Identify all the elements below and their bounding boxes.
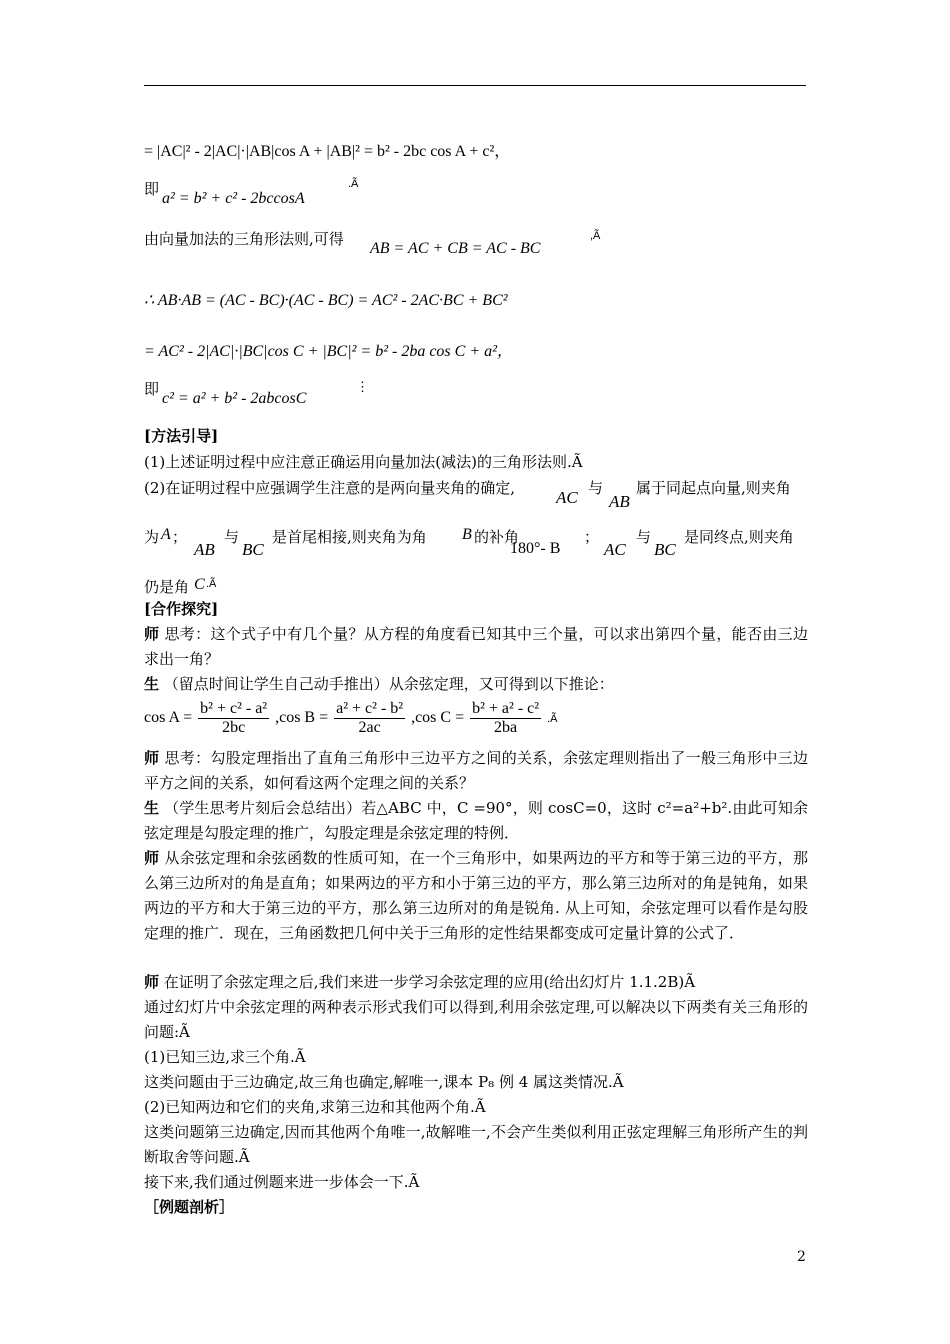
- angle-a: A: [161, 526, 171, 543]
- angle-c: C: [194, 576, 205, 593]
- vector-bc: BC: [242, 540, 264, 559]
- method-item-2a: (2)在证明过程中应强调学生注意的是两向量夹角的确定,: [144, 479, 516, 497]
- coop-paragraph-4: [144, 796, 808, 846]
- method-item-2d: 是首尾相接,则夹角为角: [272, 528, 427, 546]
- vector-bc-2: BC: [654, 540, 676, 559]
- coop-text-5: 从余弦定理和余弦函数的性质可知，在一个三角形中，如果两边的平方和等于第三边的平方，那么第三边所对的角是直角；如果两边的平方和小于第三边的平方，那么第三边所对的角是钝角，如果两边的平方和大于第三边的平方，那么第三边所对的角是锐角. 从上可知，余弦定理可以看作是勾股定理的推广．现在，三角函数把几何中关于三角形的定性结果都变成可定量计算的公式了．: [144, 849, 808, 942]
- cos-b-label: ,cos B =: [275, 709, 329, 727]
- proof-equation-6: c² = a² + b² - 2abcosC: [162, 390, 307, 407]
- vector-ab: AB: [609, 492, 630, 511]
- coop-paragraph-10: (2)已知两边和它们的夹角,求第三边和其他两个角.Ã: [144, 1098, 486, 1116]
- speaker-student-2: 生: [144, 799, 160, 817]
- coop-paragraph-9: 这类问题由于三边确定,故三角也确定,解唯一,课本 P₈ 例 4 属这类情况.Ã: [144, 1073, 624, 1091]
- proof-equation-2: a² = b² + c² - 2bccosA: [162, 190, 305, 207]
- semicolon-2: ；: [584, 528, 600, 546]
- coop-text-4: （学生思考片刻后会总结出）若△ABC 中，C =90°，则 cosC=0，这时 c²=a²+b².由此可知余弦定理是勾股定理的推广，勾股定理是余弦定理的特例．: [144, 799, 808, 842]
- cos-a-label: cos A =: [144, 709, 193, 727]
- method-item-2g: 仍是角: [144, 578, 190, 596]
- coop-paragraph-3: [144, 746, 808, 796]
- coop-paragraph-5: [144, 846, 808, 946]
- angle-180-minus-b: 180°- B: [510, 540, 561, 557]
- proof-mark-1: .Ã: [348, 178, 359, 190]
- method-item-1: (1)上述证明过程中应注意正确运用向量加法(减法)的三角形法则.Ã: [144, 453, 583, 471]
- coop-paragraph-1: [144, 622, 808, 672]
- page-number: 2: [797, 1249, 806, 1265]
- proof-mark-3: ⋮: [356, 380, 369, 395]
- coop-paragraph-2: [144, 672, 808, 697]
- semicolon-1: ；: [172, 528, 188, 546]
- proof-mark-2: ,Ã: [590, 230, 601, 242]
- method-item-2e: 的补角: [474, 528, 520, 546]
- fraction-c: $\frac{\text{b² + a² - c²}}{2ba}$: [472, 700, 540, 736]
- cosine-corollary-formula: [144, 700, 557, 737]
- method-heading: [方法引导]: [144, 427, 219, 445]
- header-rule: [144, 85, 806, 86]
- vector-ac: AC: [556, 488, 578, 507]
- speaker-teacher-2: 师: [144, 749, 160, 767]
- conj-yu-2: 与: [224, 528, 240, 546]
- proof-vector-rule: 由向量加法的三角形法则,可得: [144, 230, 344, 248]
- coop-paragraph-6: [144, 970, 808, 995]
- coop-paragraph-8: (1)已知三边,求三个角.Ã: [144, 1048, 306, 1066]
- conj-yu-3: 与: [636, 528, 652, 546]
- cos-c-label: ,cos C =: [411, 709, 465, 727]
- vector-ac-2: AC: [604, 540, 626, 559]
- proof-equation-1: = |AC|² - 2|AC|·|AB|cos A + |AB|² = b² - 2bc cos A + c²，: [144, 143, 511, 160]
- proof-equation-3: AB = AC + CB = AC - BC: [370, 240, 541, 257]
- fraction-a: $\frac{\text{b² + c² - a²}}{2bc}$: [200, 700, 268, 736]
- method-item-2c: 为: [144, 528, 160, 546]
- fraction-b: $\frac{\text{a² + c² - b²}}{2ac}$: [336, 700, 404, 736]
- method-item-2f: 是同终点,则夹角: [684, 528, 794, 546]
- speaker-teacher-4: 师: [144, 973, 160, 991]
- proof-ji-2: 即: [144, 380, 160, 398]
- angle-b: B: [462, 526, 472, 543]
- coop-heading: [合作探究]: [144, 600, 219, 618]
- vector-ab-2: AB: [194, 540, 215, 559]
- formula-end-mark: .Ã: [547, 713, 558, 726]
- method-item-2b: 属于同起点向量,则夹角: [636, 479, 791, 497]
- example-heading: ［例题剖析］: [144, 1198, 235, 1216]
- proof-equation-5: = AC² - 2|AC|·|BC|cos C + |BC|² = b² - 2ba cos C + a²，: [144, 343, 513, 360]
- coop-paragraph-7: 通过幻灯片中余弦定理的两种表示形式我们可以得到,利用余弦定理,可以解决以下两类有关三角形的问题:Ã: [144, 998, 808, 1041]
- proof-equation-4: ∴ AB·AB = (AC - BC)·(AC - BC) = AC² - 2AC·BC + BC²: [144, 292, 508, 309]
- conj-yu: 与: [588, 479, 604, 497]
- method-item-2h: .Ã: [206, 578, 217, 590]
- speaker-student: 生: [144, 675, 160, 693]
- speaker-teacher: 师: [144, 625, 160, 643]
- coop-paragraph-12: 接下来,我们通过例题来进一步体会一下.Ã: [144, 1173, 420, 1191]
- coop-text-2: （留点时间让学生自己动手推出）从余弦定理，又可得到以下推论：: [163, 675, 614, 693]
- coop-text-3: 思考：勾股定理指出了直角三角形中三边平方之间的关系，余弦定理则指出了一般三角形中三边平方之间的关系，如何看这两个定理之间的关系？: [144, 749, 808, 792]
- proof-ji-1: 即: [144, 180, 160, 198]
- coop-text-1: 思考：这个式子中有几个量？从方程的角度看已知其中三个量，可以求出第四个量，能否由三边求出一角？: [144, 625, 808, 668]
- coop-paragraph-11: 这类问题第三边确定,因而其他两个角唯一,故解唯一,不会产生类似利用正弦定理解三角形所产生的判断取舍等问题.Ã: [144, 1123, 808, 1166]
- speaker-teacher-3: 师: [144, 849, 160, 867]
- coop-text-6: 在证明了余弦定理之后,我们来进一步学习余弦定理的应用(给出幻灯片 1.1.2B)Ã: [163, 973, 696, 991]
